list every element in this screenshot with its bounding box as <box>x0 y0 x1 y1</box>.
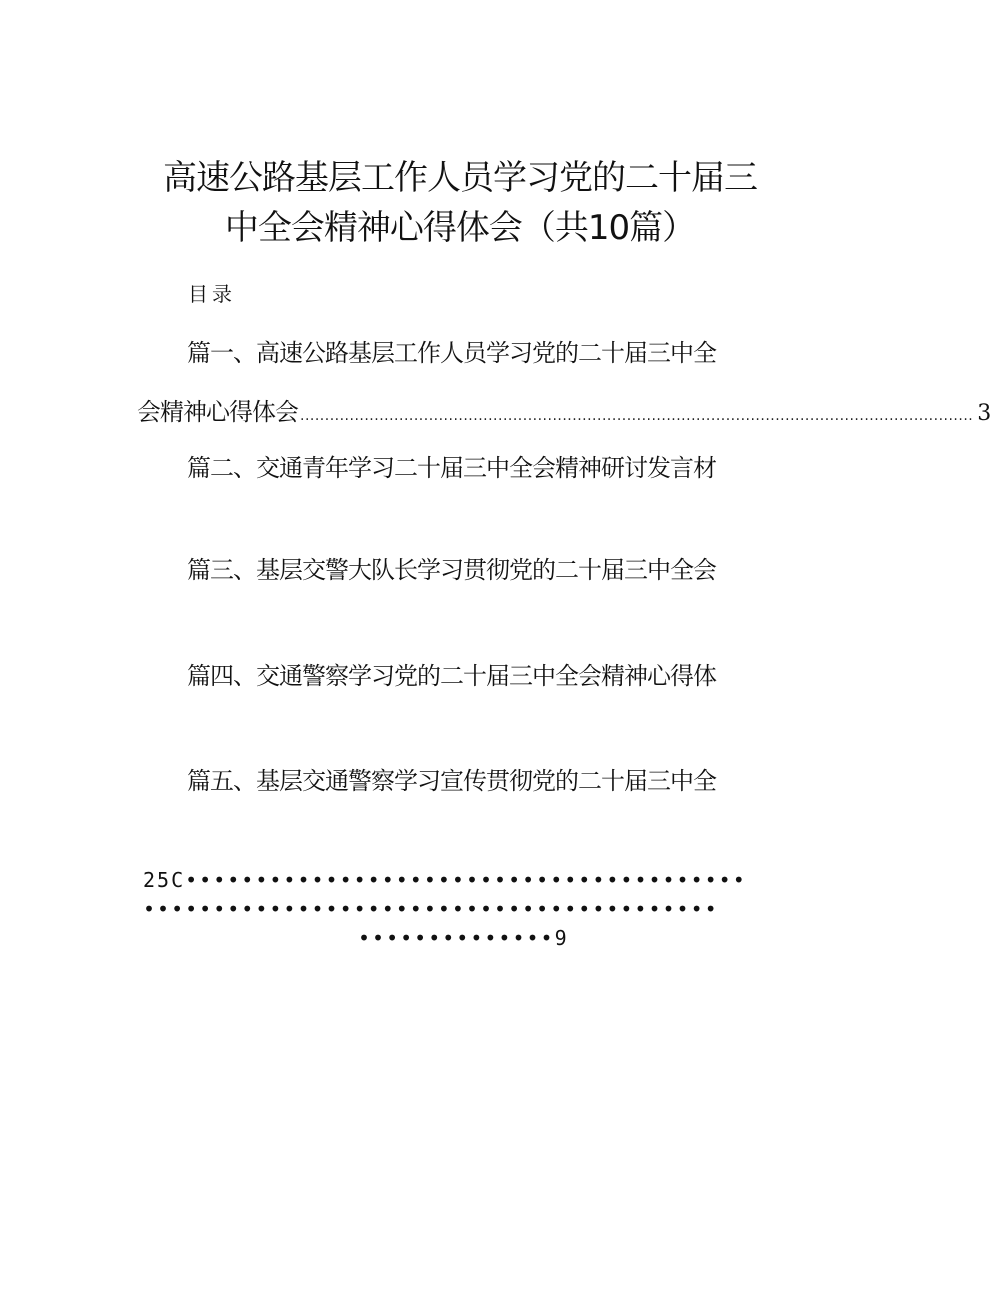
dot-row-3-suffix: 9 <box>554 926 569 950</box>
toc-label: 目录 <box>188 282 236 306</box>
toc-entry-3[interactable]: 篇三、基层交警大队长学习贯彻党的二十届三中全会 <box>187 556 716 584</box>
toc-entry-1-page-number: 3 <box>977 401 990 426</box>
toc-entry-2[interactable]: 篇二、交通青年学习二十届三中全会精神研讨发言材 <box>187 454 716 482</box>
toc-entry-4[interactable]: 篇四、交通警察学习党的二十届三中全会精神心得体 <box>187 662 716 690</box>
dot-row-1-prefix: 25C <box>143 868 186 892</box>
toc-entry-1-text: 会精神心得体会 <box>137 398 298 426</box>
dot-row-2-dots: ••••••••••••••••••••••••••••••••••••••••• <box>143 897 719 921</box>
toc-entry-5[interactable]: 篇五、基层交通警察学习宣传贯彻党的二十届三中全 <box>187 767 716 795</box>
toc-entry-1-line-2[interactable] <box>137 392 990 427</box>
dot-leader-row-1 <box>143 868 779 892</box>
toc-dot-leader: ........................................................................................................................................ <box>300 408 974 424</box>
document-title-line-1: 高速公路基层工作人员学习党的二十届三 <box>163 158 757 198</box>
dot-leader-row-2 <box>143 897 779 921</box>
toc-entry-1-line-1[interactable]: 篇一、高速公路基层工作人员学习党的二十届三中全 <box>187 339 716 367</box>
dot-leader-row-3 <box>358 926 568 950</box>
dot-row-1-dots: •••••••••••••••••••••••••••••••••••••••• <box>185 868 747 892</box>
document-title-line-2: 中全会精神心得体会（共10篇） <box>224 208 696 248</box>
dot-row-3-dots: •••••••••••••• <box>358 926 555 950</box>
